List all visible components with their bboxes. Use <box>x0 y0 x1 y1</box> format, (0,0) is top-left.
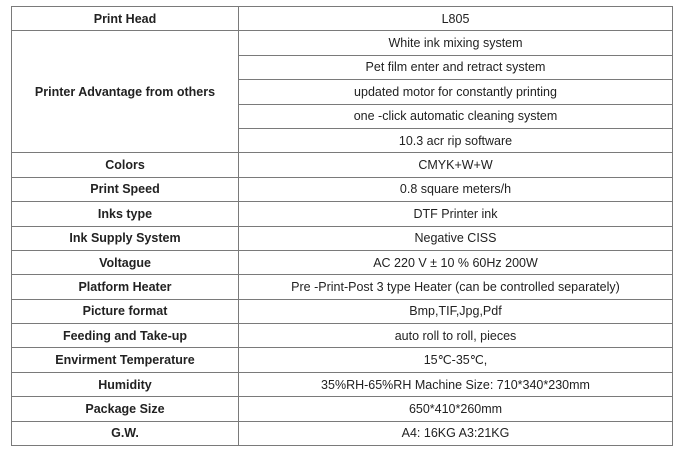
table-row <box>12 372 673 396</box>
value-g-w: A4: 16KG A3:21KG <box>239 421 673 445</box>
value-print-head: L805 <box>239 7 673 31</box>
value-humidity: 35%RH-65%RH Machine Size: 710*340*230mm <box>239 372 673 396</box>
label-print-speed: Print Speed <box>12 177 239 201</box>
value-platform-heater: Pre -Print-Post 3 type Heater (can be controlled separately) <box>239 275 673 299</box>
table-row <box>12 31 673 55</box>
label-print-head: Print Head <box>12 7 239 31</box>
label-package-size: Package Size <box>12 397 239 421</box>
label-g-w: G.W. <box>12 421 239 445</box>
table-row <box>12 324 673 348</box>
label-envirment-temperature: Envirment Temperature <box>12 348 239 372</box>
table-row <box>12 7 673 31</box>
label-picture-format: Picture format <box>12 299 239 323</box>
table-row <box>12 397 673 421</box>
value-print-speed: 0.8 square meters/h <box>239 177 673 201</box>
table-row <box>12 226 673 250</box>
value-voltague: AC 220 V ± 10 % 60Hz 200W <box>239 250 673 274</box>
value-inks-type: DTF Printer ink <box>239 202 673 226</box>
value-picture-format: Bmp,TIF,Jpg,Pdf <box>239 299 673 323</box>
value-ink-supply-system: Negative CISS <box>239 226 673 250</box>
table-row <box>12 299 673 323</box>
label-voltague: Voltague <box>12 250 239 274</box>
table-row <box>12 421 673 445</box>
value-printer-advantage-from-others-5: 10.3 acr rip software <box>239 128 673 152</box>
table-row <box>12 250 673 274</box>
value-envirment-temperature: 15℃-35℃, <box>239 348 673 372</box>
value-printer-advantage-from-others-3: updated motor for constantly printing <box>239 80 673 104</box>
spec-table-body <box>12 7 673 446</box>
table-row <box>12 177 673 201</box>
table-row <box>12 202 673 226</box>
value-printer-advantage-from-others-2: Pet film enter and retract system <box>239 55 673 79</box>
value-package-size: 650*410*260mm <box>239 397 673 421</box>
label-ink-supply-system: Ink Supply System <box>12 226 239 250</box>
label-inks-type: Inks type <box>12 202 239 226</box>
label-printer-advantage-from-others: Printer Advantage from others <box>12 31 239 153</box>
value-printer-advantage-from-others-1: White ink mixing system <box>239 31 673 55</box>
table-row <box>12 275 673 299</box>
value-printer-advantage-from-others-4: one -click automatic cleaning system <box>239 104 673 128</box>
table-row <box>12 153 673 177</box>
label-colors: Colors <box>12 153 239 177</box>
spec-table <box>11 6 673 446</box>
value-colors: CMYK+W+W <box>239 153 673 177</box>
label-humidity: Humidity <box>12 372 239 396</box>
table-row <box>12 348 673 372</box>
value-feeding-and-take-up: auto roll to roll, pieces <box>239 324 673 348</box>
label-platform-heater: Platform Heater <box>12 275 239 299</box>
label-feeding-and-take-up: Feeding and Take-up <box>12 324 239 348</box>
